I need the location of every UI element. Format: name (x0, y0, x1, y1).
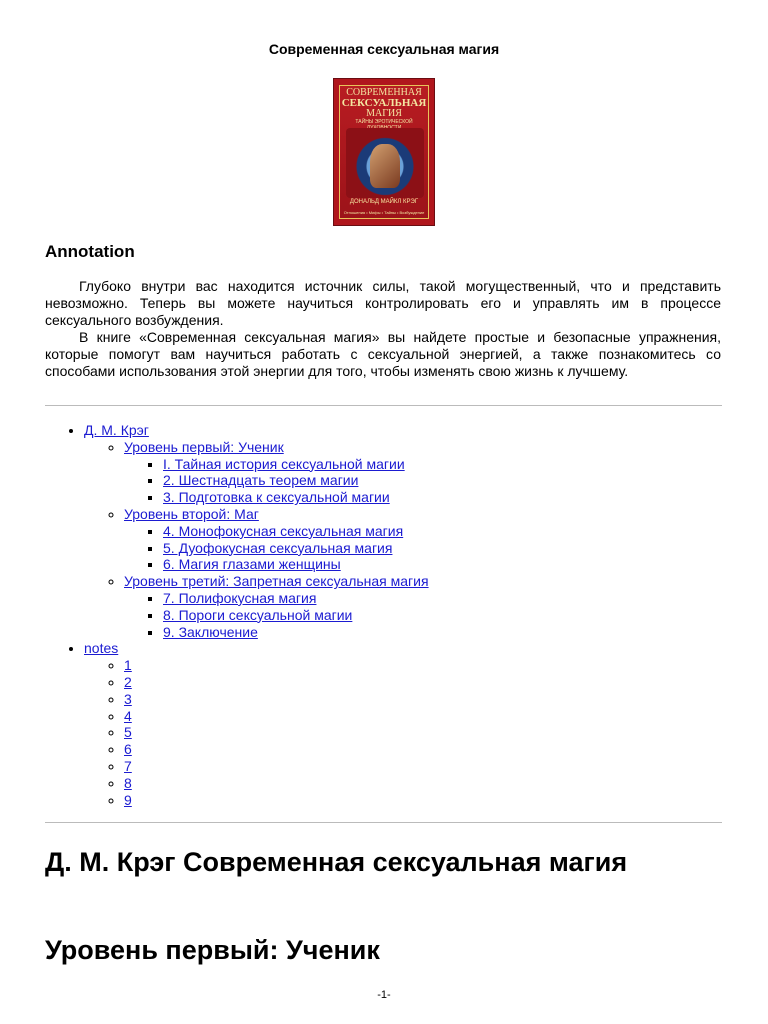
toc-link-level-3[interactable]: Уровень третий: Запретная сексуальная магия (124, 573, 429, 590)
toc-chapter-item (163, 472, 725, 489)
toc-note-item (124, 724, 725, 741)
annotation-heading: Annotation (45, 242, 135, 261)
toc-item-level-1 (124, 439, 725, 506)
book-heading: Д. М. Крэг Современная сексуальная магия (45, 847, 628, 877)
toc-link-author[interactable]: Д. М. Крэг (84, 422, 149, 438)
toc-link-note-8[interactable]: 8 (124, 774, 132, 791)
toc-link-note-5[interactable]: 5 (124, 724, 132, 741)
toc-link-chapter-4[interactable]: 4. Монофокусная сексуальная магия (163, 522, 404, 539)
toc-chapter-item (163, 456, 725, 473)
toc-chapter-item (163, 523, 725, 540)
toc-link-notes[interactable]: notes (84, 640, 119, 657)
toc-link-note-2[interactable]: 2 (124, 673, 132, 690)
toc-note-item (124, 708, 725, 725)
cover-figure (370, 144, 400, 188)
toc-chapter-item (163, 590, 725, 607)
toc-note-item (124, 792, 725, 809)
toc-link-level-1[interactable]: Уровень первый: Ученик (124, 438, 284, 455)
toc-note-item (124, 741, 725, 758)
toc-item-level-3 (124, 573, 725, 640)
toc-link-chapter-9[interactable]: 9. Заключение (163, 623, 258, 640)
toc-note-item (124, 691, 725, 708)
cover-frame (339, 85, 429, 219)
toc-note-item (124, 758, 725, 775)
annotation-paragraph: Глубоко внутри вас находится источник силы, такой могущественный, что и представить невозможно. Теперь вы можете научиться контролировать его и управлять им в процессе сексуального возбуждения. (45, 278, 721, 328)
toc-link-chapter-5[interactable]: 5. Дуофокусная сексуальная магия (163, 539, 393, 556)
toc-link-note-6[interactable]: 6 (124, 741, 132, 758)
book-cover-image (333, 78, 435, 226)
cover-title-line-3: МАГИЯ (366, 108, 402, 119)
toc-link-level-2[interactable]: Уровень второй: Маг (124, 505, 259, 522)
level-heading: Уровень первый: Ученик (45, 935, 380, 965)
toc-link-note-9[interactable]: 9 (124, 791, 132, 808)
toc-link-note-4[interactable]: 4 (124, 707, 132, 724)
table-of-contents (45, 422, 725, 808)
divider (45, 405, 722, 406)
toc-note-item (124, 657, 725, 674)
toc-link-chapter-1[interactable]: I. Тайная история сексуальной магии (163, 455, 405, 472)
toc-link-chapter-3[interactable]: 3. Подготовка к сексуальной магии (163, 489, 390, 506)
cover-subtitle: ТАЙНЫ ЭРОТИЧЕСКОЙ (355, 119, 413, 125)
toc-link-note-3[interactable]: 3 (124, 690, 132, 707)
toc-chapter-item (163, 624, 725, 641)
toc-item-notes (84, 640, 725, 808)
toc-item-level-2 (124, 506, 725, 573)
toc-link-chapter-6[interactable]: 6. Магия глазами женщины (163, 556, 341, 573)
toc-chapter-item (163, 607, 725, 624)
cover-tagline: Отношения • Мифы • Тайны • Возбуждение (343, 210, 425, 215)
toc-link-note-7[interactable]: 7 (124, 757, 132, 774)
toc-chapter-item (163, 556, 725, 573)
page-number: -1- (377, 989, 391, 1001)
cover-title-line-1: СОВРЕМЕННАЯ (346, 87, 422, 98)
toc-link-note-1[interactable]: 1 (124, 657, 132, 674)
cover-title-line-2: СЕКСУАЛЬНАЯ (341, 97, 427, 109)
toc-note-item (124, 775, 725, 792)
annotation-paragraph: В книге «Современная сексуальная магия» вы найдете простые и безопасные упражнения, которые помогут вам научиться работать с сексуальной энергией, а также познакомитесь со способами использования этой энергии для того, чтобы изменять свою жизнь к лучшему. (45, 329, 721, 379)
toc-link-chapter-8[interactable]: 8. Пороги сексуальной магии (163, 606, 353, 623)
document-title: Современная сексуальная магия (268, 41, 500, 57)
toc-link-chapter-7[interactable]: 7. Полифокусная магия (163, 589, 317, 606)
cover-author: ДОНАЛЬД МАЙКЛ КРЭГ (349, 199, 419, 205)
toc-item-author (84, 422, 725, 640)
toc-note-item (124, 674, 725, 691)
divider (45, 822, 722, 823)
annotation-text (45, 278, 721, 380)
toc-chapter-item (163, 489, 725, 506)
toc-chapter-item (163, 540, 725, 557)
toc-link-chapter-2[interactable]: 2. Шестнадцать теорем магии (163, 472, 359, 489)
